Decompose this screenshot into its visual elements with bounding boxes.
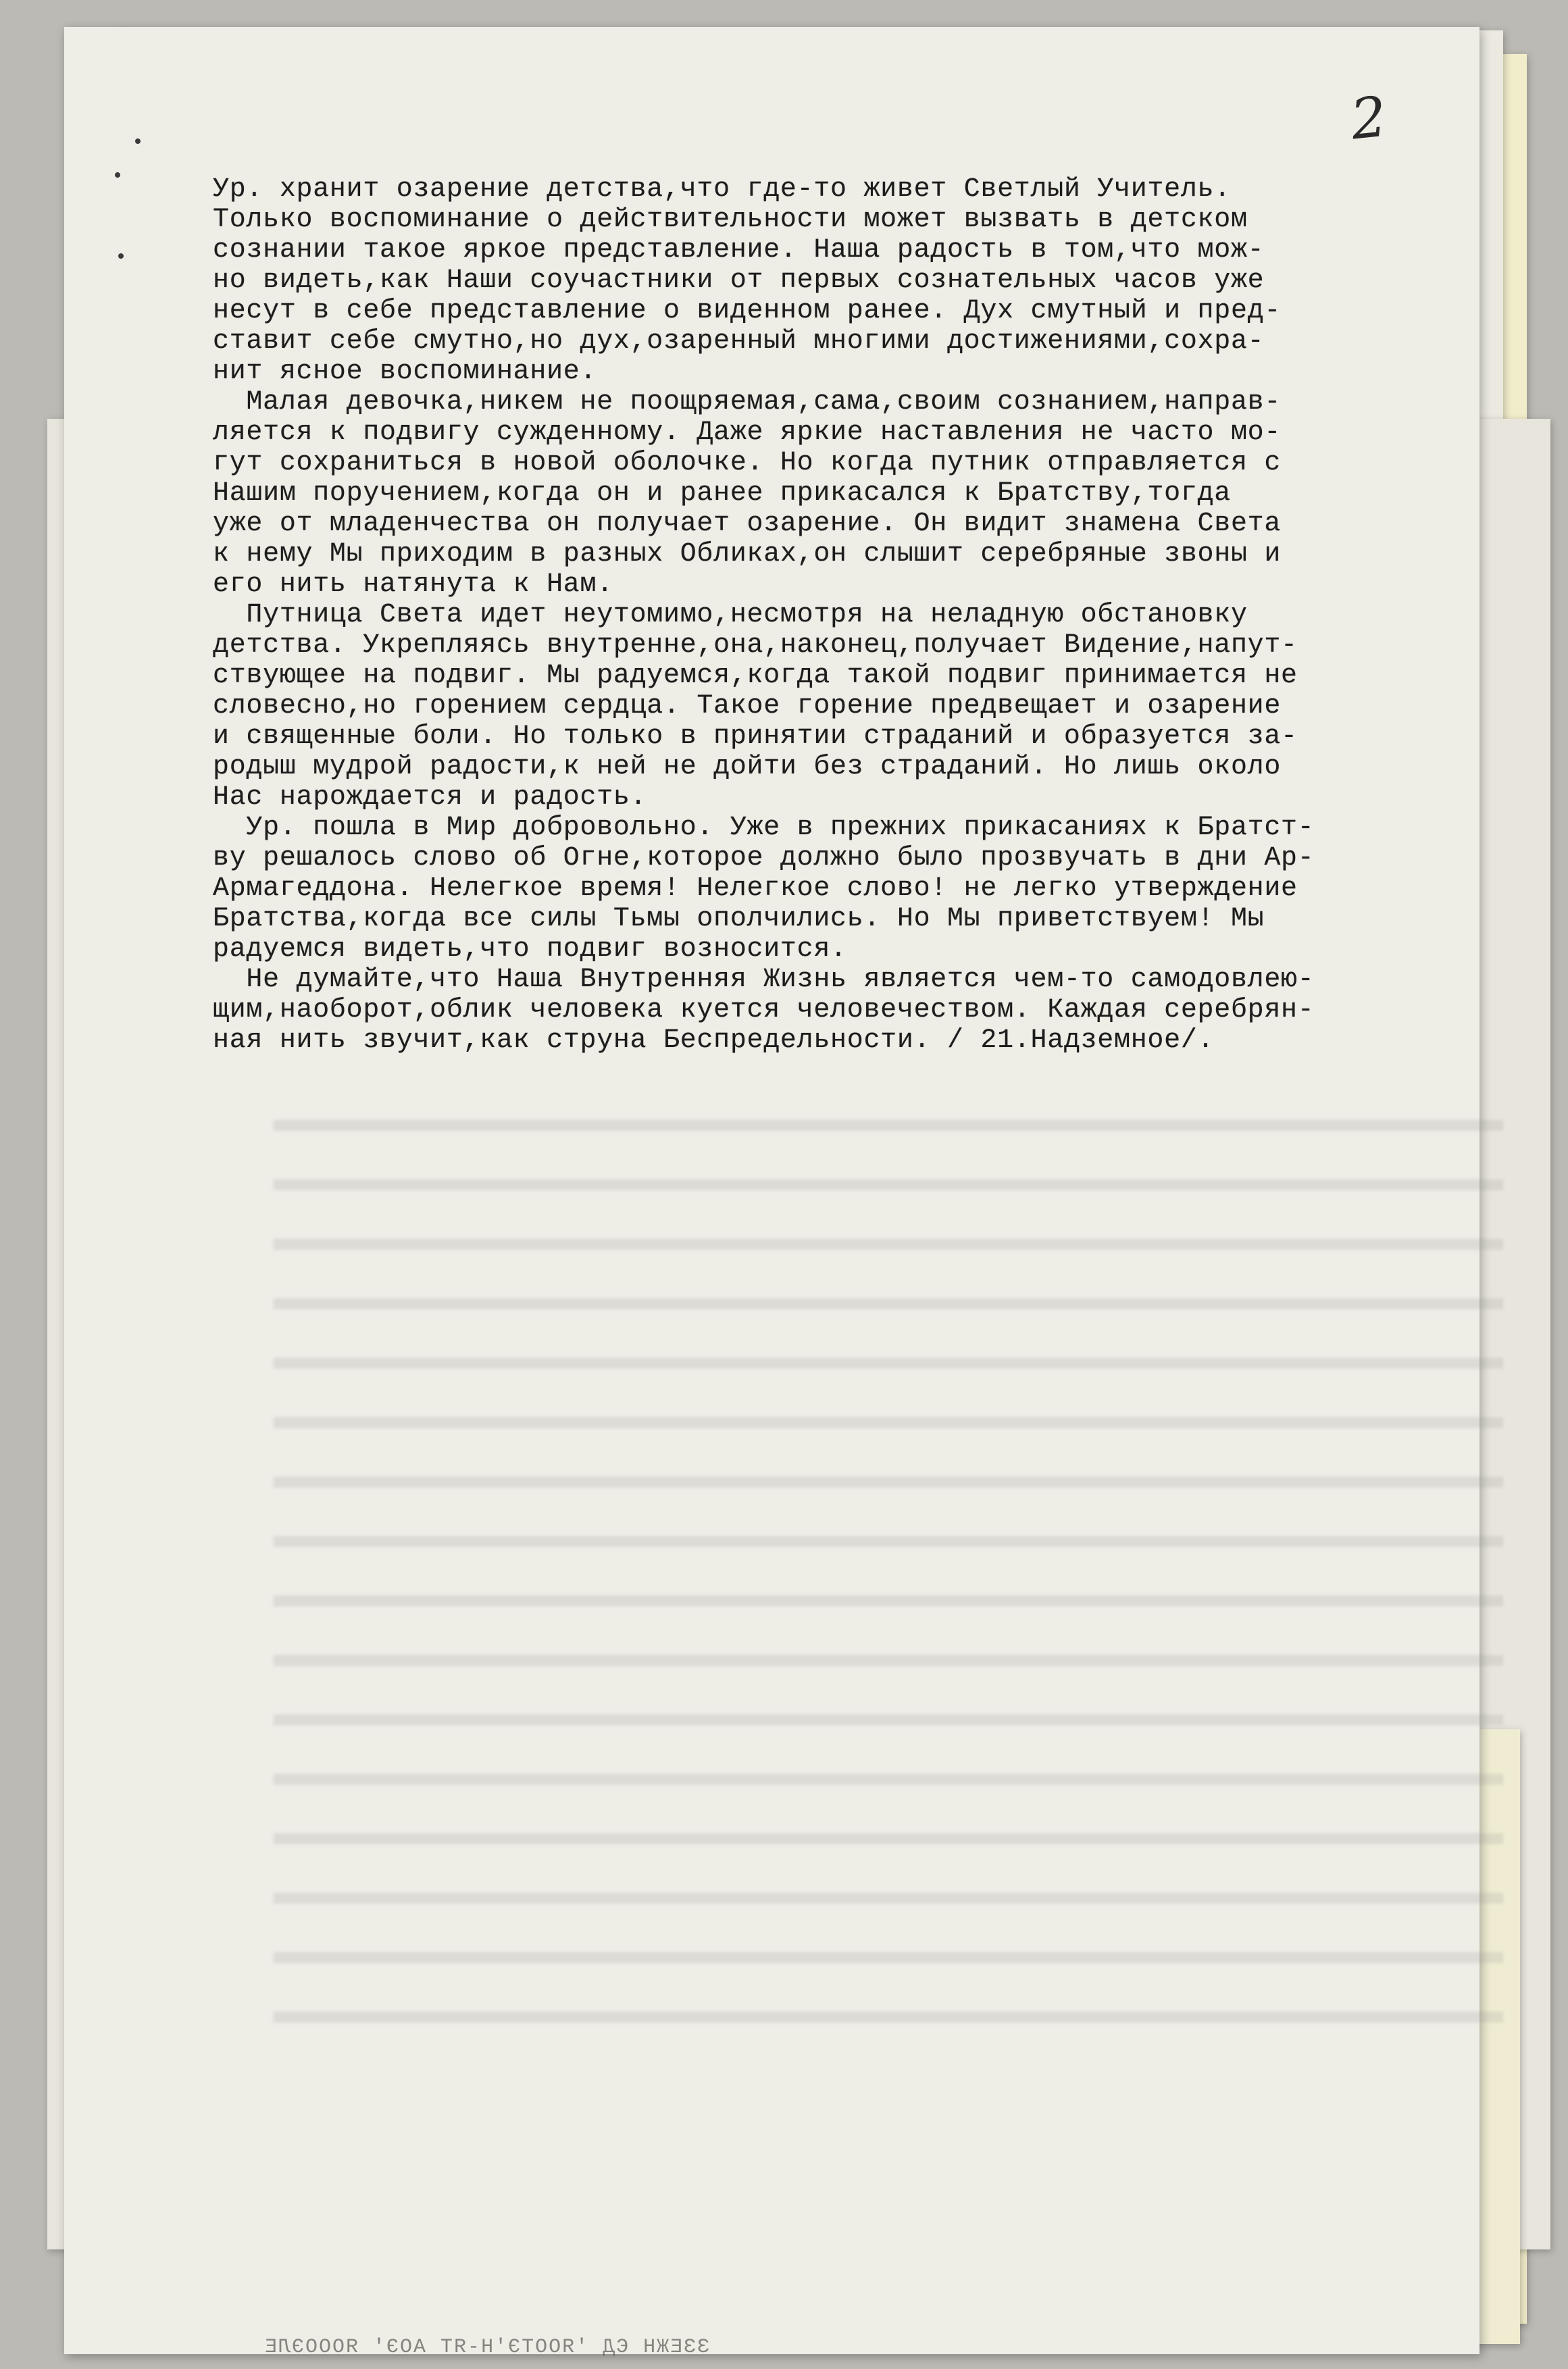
text-line: словесно,но горением сердца. Такое горение предвещает и озарение xyxy=(213,691,1282,721)
text-line: Нас нарождается и радость. xyxy=(213,782,647,813)
pin-mark xyxy=(118,253,124,259)
text-line: ная нить звучит,как струна Беспредельности. / 21.Надземное/. xyxy=(213,1025,1215,1056)
text-line: сознании такое яркое представление. Наша радость в том,что мож- xyxy=(213,235,1265,265)
text-line: уже от младенчества он получает озарение. Он видит знамена Света xyxy=(213,509,1282,539)
text-line: гут сохраниться в новой оболочке. Но когда путник отправляется с xyxy=(213,448,1282,478)
text-line: Ур. пошла в Мир добровольно. Уже в прежних прикасаниях к Братст- xyxy=(213,813,1315,843)
text-line: щим,наоборот,облик человека куется человечеством. Каждая серебрян- xyxy=(213,995,1315,1025)
text-line: к нему Мы приходим в разных Обликах,он слышит серебряные звоны и xyxy=(213,539,1282,569)
pin-mark xyxy=(115,172,120,178)
text-line: Только воспоминание о действительности может вызвать в детском xyxy=(213,205,1248,235)
text-line: ствующее на подвиг. Мы радуемся,когда такой подвиг принимается не xyxy=(213,661,1298,691)
text-line: и священные боли. Но только в принятии страданий и образуется за- xyxy=(213,721,1298,752)
page-number: 2 xyxy=(1348,84,1390,153)
text-line: но видеть,как Наши соучастники от первых сознательных часов уже xyxy=(213,265,1265,296)
text-line: нит ясное воспоминание. xyxy=(213,357,597,387)
bleed-through-text xyxy=(274,1081,1503,2040)
text-line: Путница Света идет неутомимо,несмотря на неладную обстановку xyxy=(213,600,1248,630)
text-line: Не думайте,что Наша Внутренняя Жизнь является чем-то самодовлею- xyxy=(213,965,1315,995)
text-line: родыш мудрой радости,к ней не дойти без страданий. Но лишь около xyxy=(213,752,1282,782)
text-line: ставит себе смутно,но дух,озаренный многими достижениями,сохра- xyxy=(213,326,1265,357)
text-line: Ур. хранит озарение детства,что где-то живет Светлый Учитель. xyxy=(213,174,1231,205)
typewritten-text xyxy=(213,174,1436,1056)
text-line: несут в себе представление о виденном ранее. Дух смутный и пред- xyxy=(213,296,1282,326)
mirrored-footer-text: ЗЗЕЖН ЄД 'ЯООТЭ'Н-ЯТ АОЭ' ЯОООЭЛЕ xyxy=(263,2336,710,2359)
text-line: радуемся видеть,что подвиг возносится. xyxy=(213,934,847,965)
text-line: Братства,когда все силы Тьмы ополчились. Но Мы приветствуем! Мы xyxy=(213,904,1265,934)
text-line: Малая девочка,никем не поощряемая,сама,своим сознанием,направ- xyxy=(213,387,1282,417)
text-line: детства. Укрепляясь внутренне,она,наконец,получает Видение,напут- xyxy=(213,630,1298,661)
text-line: ву решалось слово об Огне,которое должно было прозвучать в дни Ар- xyxy=(213,843,1315,873)
text-line: Армагеддона. Нелегкое время! Нелегкое слово! не легко утверждение xyxy=(213,873,1298,904)
pin-mark xyxy=(135,138,141,144)
text-line: его нить натянута к Нам. xyxy=(213,569,613,600)
text-line: ляется к подвигу сужденному. Даже яркие наставления не часто мо- xyxy=(213,417,1282,448)
text-line: Нашим поручением,когда он и ранее прикасался к Братству,тогда xyxy=(213,478,1231,509)
